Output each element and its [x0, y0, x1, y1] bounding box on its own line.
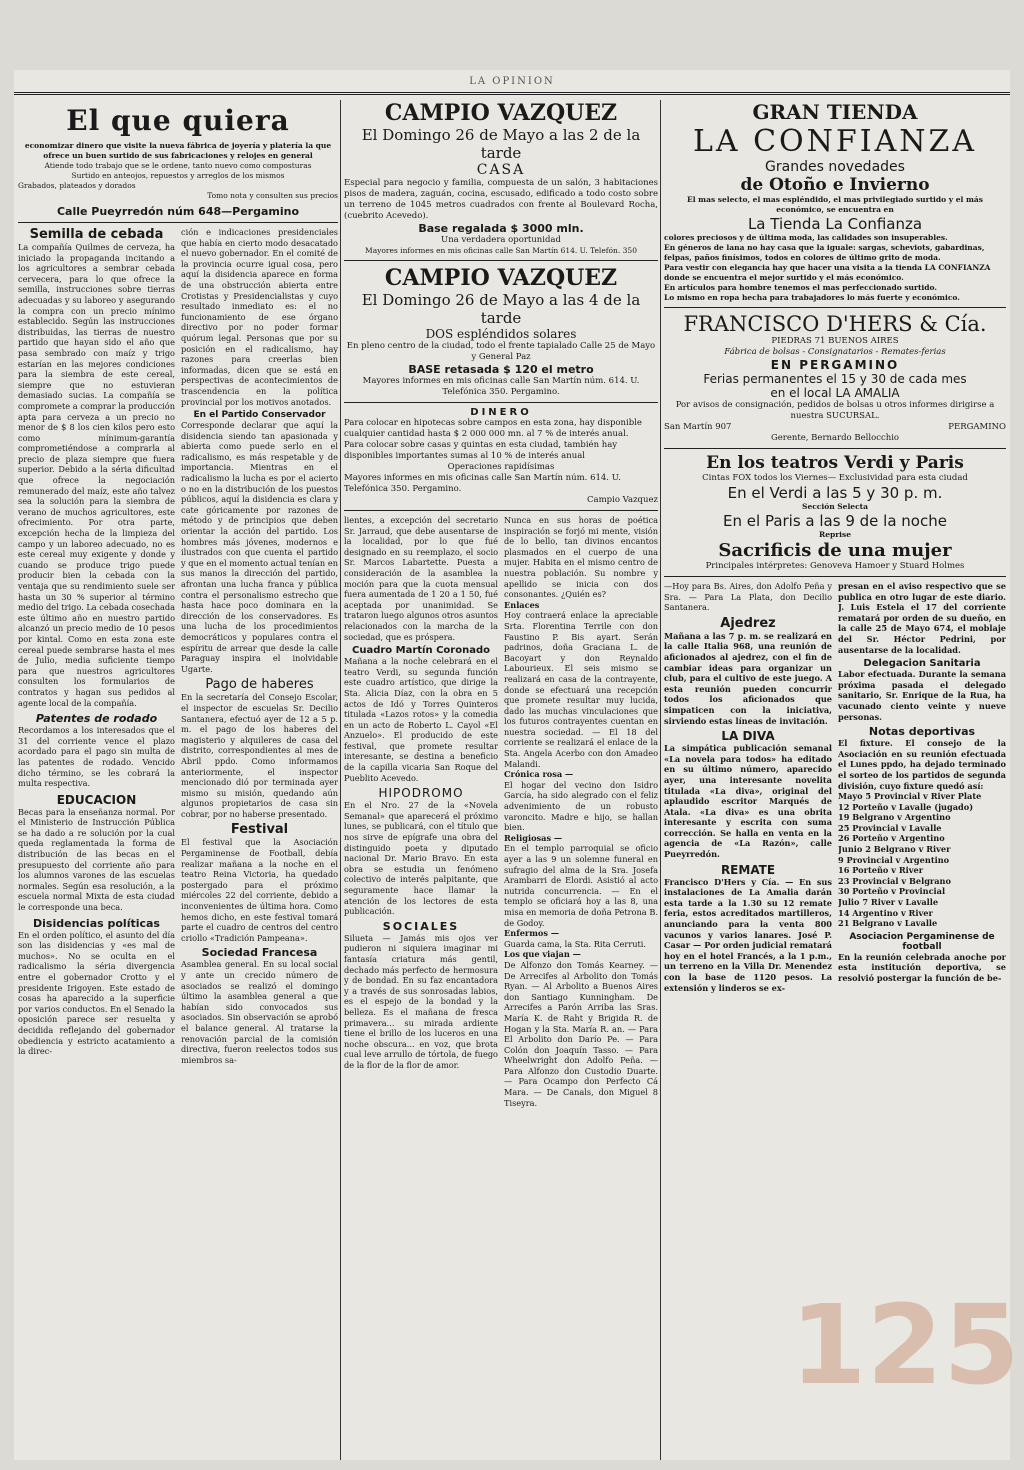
show-note: Reprise: [818, 530, 852, 539]
top-rule: [14, 92, 1010, 95]
newspaper-page: [14, 70, 1020, 1460]
fixture-item: 16 Porteño v River: [838, 865, 924, 876]
article-body: Recordamos a los interesados que el 31 del corriente vence el plazo acordado para el pago sin multa de las patentes de rodado. Vencido dicho término, se les cobrará la multa respectiva.: [18, 725, 175, 789]
divider: [344, 510, 658, 511]
article-body: Becas para la enseñanza normal. Por el Ministerio de Instrucción Pública se ha dado a re solución por la cual queda reglamentada la forma de distribución de las becas en el presupuesto del corriente año para los alumnos varones de las escuelas normales. Según esa resolución, a la escuela normal Mixta de esta ciudad le corresponde una beca.: [18, 806, 175, 913]
article-body: En el Nro. 27 de la «Novela Semanal» que aparecerá el próximo lunes, se publicará, con el título que nos sirve de epígrafe una obra del distinguido poeta y diputado nacional Dr. Mario Bravo. En esta obra se estudia un fenómeno colectivo de interés palpitante, que seguramente hace llamar la atención de los lectores de esta publicación.: [344, 800, 498, 917]
article-body: La simpática publicación semanal «La novela para todos» ha editado en su último número, aparecido ayer, una interesante novelita titulada «La diva», original del aplaudido escritor Marqués de Atala. «La diva» es una obrita interesante y escrita con suma corrección. Se halla en venta en la agencia de «La Razón», calle Pueyrredón.: [664, 743, 832, 860]
article-heading: Pago de haberes: [205, 677, 314, 693]
column-rule: [340, 100, 341, 1460]
article-body: Nunca en sus horas de poética inspiración se forjó mi mente, visión de lo bello, tan divinos encantos plasmados en el cuerpo de una mujer. Habita en el mismo centro de nuestra población. Su nombre y apellido se inicia con dos consonantes. ¿Quién es?: [504, 515, 658, 600]
article-body: ción e indicaciones presidenciales que había en cierto modo desacatado el nuevo gobernador. En el comité de la provincia ocurre igual cosa, pero aquí la disidencia aparece en forma de una obstrucción abierta entre Crotistas y Presidencialistas y cuyo resultado inmediato es: el no funcionamiento de ese órgano directivo por no poder formar quórum legal. Personas que por su posición en el radicalismo, hay razones para creerlas bien informadas, dicen que se está en perspectivas de acontecimientos de trascendencia en la política provincial por los motivos anotados.: [181, 227, 338, 407]
ad-line: en el local LA AMALIA: [770, 386, 900, 400]
ad-title: GRAN TIENDA: [752, 100, 918, 124]
ad-text: Especial para negocio y familia, compuesta de un salón, 3 habitaciones pisos de madera, zaguán, cocina, escusado, edificado a todo costo sobre un terreno de 1045 metros cuadrados con frente al Boulevard Rocha, (cuebrito Acevedo).: [344, 178, 658, 221]
column-2: [344, 100, 658, 1108]
article-heading: Patentes de rodado: [35, 712, 158, 726]
ad-text: El mas selecto, el mas espléndido, el mas privilegiado surtido y el más económico, se encuentra en: [687, 195, 983, 214]
archive-stamp: 125: [790, 1281, 1020, 1409]
article-body: Corresponde declarar que aquí la disidencia siendo tan apasionada y abierta como puede serlo en el radicalismo, es más respetable y de importancia. Mientras en el radicalismo la lucha es por el acierto o no en la distribución de los puestos públicos, aquí la disidencia es clara y cate góricamente por razones de método y de principios que deben orientar la acción del partido. Los hombres más jóvenes, modernos e ilustrados con que cuenta el partido y que en el momento actual tenían en sus manos la dirección del partido, afrontan una lucha franca y pública contra el personalismo estrecho que hasta hace poco dominara en la dirección de los conservadores. Es una lucha de los procedimientos democráticos y populares contra el espíritu de arrear que desde la calle Paraguay inspira el inolvidable Ugarte.: [181, 420, 338, 674]
divider: [18, 222, 338, 223]
article-heading: SOCIALES: [382, 919, 460, 933]
article-body: En el templo parroquial se oficio ayer a las 9 un solemne funeral en sufragio del alma de la Sra. Josefa Arambarri de Elordi. Asistió al acto nutrida concurrencia. — En el templo se oficiará hoy a las 8, una misa en memoria de doña Petrona B. de Godoy.: [504, 843, 658, 928]
article-heading: Crónica rosa —: [504, 769, 574, 780]
article-heading: Semilla de cebada: [29, 227, 164, 242]
ad-manager: Gerente, Bernardo Bellocchio: [770, 433, 900, 443]
ad-subject: DOS espléndidos solares: [425, 327, 577, 341]
ad-text: Para colocar sobre casas y quintas en esta ciudad, también hay disponibles importantes sumas al 10 % de interés anual: [344, 440, 618, 461]
auction-ad-house: [344, 100, 658, 256]
ad-contact: Mayores informes en mis oficinas calle San Martín 614. U. Telefón. 350: [365, 246, 637, 255]
divider: [344, 260, 658, 261]
ad-contact: Mayores informes en mis oficinas calle San Martín núm. 614. U. Telefónica 350. Pergamino.: [362, 376, 640, 397]
article-heading: Enfermos —: [504, 928, 560, 939]
ad-signature: Campio Vazquez: [587, 495, 658, 505]
ad-footer: [664, 422, 1006, 433]
ad-city: EN PERGAMINO: [770, 358, 900, 372]
subcolumn-left: [664, 581, 832, 993]
article-body: lientes, a excepción del secretario Sr. Jarraud, que debe ausentarse de la localidad, por lo que fué designado en su reemplazo, el socio Sr. Marcos Labartette. Puesta a consideración de la asamblea la moción para que la cuota mensual fuera aumentada de 1 20 a 1 50, fué aceptada por unanimidad. Se trataron luego algunos otros asuntos relacionados con la marcha de la sociedad, que es próspera.: [344, 515, 498, 642]
ad-title: En los teatros Verdi y Paris: [706, 453, 964, 473]
film-cast: Principales intérpretes: Genoveva Hamoer y Stuard Holmes: [705, 561, 965, 571]
article-heading: Asociacion Pergaminense de football: [849, 931, 995, 952]
article-heading: EDUCACION: [56, 792, 137, 807]
divider: [664, 576, 1006, 577]
fixture-item: 26 Porteño v Argentino: [838, 833, 945, 844]
article-body: Mañana a la noche celebrará en el teatro Verdi, su segunda función este cuadro artístico, que dirige la Sta. Alicia Díaz, con la obra en 5 actos de Idó y Torres Quinteros titulada «Lazos rotos» y la comedia en un acto de Roberto L. Cayol «El Anzuelo». El producido de este festival, que promete resultar interesante, se destina a beneficio de la capilla vicaria San Roque del Pueblito Acevedo.: [344, 656, 498, 783]
ad-title: CAMPIO VAZQUEZ: [384, 265, 618, 291]
article-body: presan en el aviso respectivo que se publica en otro lugar de este diario. J. Luis Estela el 17 del corriente rematará por orden de su dueño, en la calle 25 de Mayo 674, el moblaje del Sr. Héctor Pedrini, por ausentarse de la localidad.: [838, 581, 1006, 655]
article-heading: HIPODROMO: [378, 786, 464, 801]
fixture-item: Julio 7 River v Lavalle: [838, 897, 939, 908]
article-body: Asamblea general. En su local social y ante un crecido número de asociados se realizó el domingo último la asamblea general a que habían sido convocados sus asociados. Sin observación se aprobó el balance general. Al tratarse la renovación parcial de la comisión directiva, fueron reelectos todos sus miembros sa-: [181, 959, 338, 1065]
subcolumn-right: [181, 227, 338, 1065]
masthead: LA OPINION: [469, 76, 555, 87]
ad-line: Ferias permanentes el 15 y 30 de cada mes: [703, 372, 967, 386]
fixture-item: 23 Provincial v Belgrano: [838, 875, 951, 886]
ad-text: Mayores informes en mis oficinas calle San Martín núm. 614. U. Telefónica 350. Pergamino.: [344, 473, 621, 494]
column-3: [664, 100, 1006, 993]
show-time: En el Verdi a las 5 y 30 p. m.: [727, 484, 943, 502]
article-body: En la secretaría del Consejo Escolar, el inspector de escuelas Sr. Decilio Santanera, efectuó ayer de 12 a 5 p. m. el pago de los haberes del magisterio y alquileres de casa del distrito, correspondientes al mes de Abril ppdo. Como informamos anteriormente, el inspector mencionado dió por terminada ayer mismo su misión, quedando aún algunos propietarios de casa sin cobrar, por no haberse presentado.: [181, 692, 338, 819]
article-body: Hoy contraerá enlace la apreciable Srta. Florentina Terrile con don Faustino P. Bis ayart. Serán padrinos, doña Graciana L. de Bacoyart y don Reynaldo Labourieux. El seis mismo se realizará en casa de la contrayente, donde se efectuará una recepción que promete resultar muy lucida, dado las muchas vinculaciones que los futuros contrayentes cuentan en nuestra sociedad. — El 18 del corriente se realizará el enlace de la Sta. Angela Acerbo con don Amadeo Malandi.: [504, 610, 658, 769]
article-body: El festival que la Asociación Pergaminense de Football, debía realizar mañana a la noche en el teatro Reina Victoria, ha quedado postergado para el próximo miércoles 22 del corriente, debido a inconvenientes de última hora. Como hemos dicho, en este festival tomará parte el cuadro de centros del centro criollo «Tradición Pampeana».: [181, 837, 338, 943]
column-rule: [660, 100, 661, 1460]
ad-line: Grabados, plateados y dorados: [18, 181, 136, 190]
article-body: —Hoy para Bs. Aires, don Adolfo Peña y Sra. — Para La Plata, don Decilio Santanera.: [664, 581, 832, 613]
article-heading: Notas deportivas: [868, 725, 976, 739]
show-time: En el Paris a las 9 de la noche: [723, 512, 947, 530]
ad-line: Fábrica de bolsas - Consignatarios - Remates-ferias: [724, 347, 946, 357]
ad-line: Surtido en anteojos, repuestos y arreglos de los mismos: [71, 171, 285, 180]
subcolumn-left: [344, 515, 498, 1108]
ad-text: Para colocar en hipotecas sobre campos en esta zona, hay disponible cualquier cantidad hasta $ 2 000 000 mn. al 7 % de interés anual.: [344, 418, 642, 439]
ad-text: Lo mismo en ropa hecha para trabajadores lo más fuerte y económico.: [664, 293, 960, 302]
article-body: Guarda cama, la Sta. Rita Cerruti.: [504, 938, 647, 949]
ad-base: BASE retasada $ 120 el metro: [408, 363, 594, 376]
ad-title: FRANCISCO D'HERS & Cía.: [683, 312, 987, 336]
jewelry-ad: [18, 104, 338, 218]
ad-text: Para vestir con elegancia hay que hacer una visita a la tienda LA CONFIANZA donde se encuentra el mejor surtido y el más económico.: [664, 263, 991, 282]
subcolumn-left: [18, 227, 175, 1065]
ad-subtitle: de Otoño e Invierno: [740, 175, 930, 195]
ad-line: economizar dinero que visite la nueva fábrica de joyería y platería la que ofrece un buen surtido de sus fabricaciones y relojes en general: [24, 141, 332, 160]
ad-note: Una verdadera oportunidad: [441, 235, 561, 245]
article-body: Francisco D'Hers y Cía. — En sus instalaciones de La Amalia darán esta tarde a la 1.30 su 12 remate feria, estos acreditados martilleros, anunciando para la venta 800 vacunos y varios lanares. José P. Casar — Por orden judicial rematará hoy en el hotel Francés, a la 1 p.m., un terreno en la Villa Dr. Menendez con la base de 1120 pesos. La extensión y linderos se ex-: [664, 876, 832, 993]
ad-text: colores preciosos y de última moda, las calidades son insuperables.: [664, 233, 948, 242]
ad-text: En pleno centro de la ciudad, todo el frente tapialado Calle 25 de Mayo y General Paz: [346, 341, 656, 362]
ad-title: DINERO: [470, 407, 532, 418]
store-name-secondary: La Tienda La Confianza: [747, 215, 923, 233]
ad-line: Atiende todo trabajo que se le ordene, tanto nuevo como composturas: [44, 161, 312, 170]
ad-subtitle: Grandes novedades: [765, 159, 905, 175]
dhers-ad: [664, 312, 1006, 444]
ad-title: El que quiera: [66, 104, 290, 137]
ad-subject: CASA: [476, 162, 526, 178]
fixture-item: 25 Provincial v Lavalle: [838, 822, 942, 833]
divider: [664, 307, 1006, 308]
ad-text: Operaciones rapidísimas: [447, 462, 555, 472]
article-heading: LA DIVA: [721, 729, 775, 744]
column-1: [18, 100, 338, 1065]
fixture-item: 9 Provincial v Argentino: [838, 854, 950, 865]
fixture-item: 12 Porteño v Lavalle (jugado): [838, 801, 974, 812]
ad-line: Tomo nota y consulten sus precios: [207, 191, 338, 200]
article-heading: Los que viajan —: [504, 949, 581, 960]
divider: [664, 448, 1006, 449]
ad-base: Base regalada $ 3000 mln.: [418, 222, 584, 235]
article-heading: Festival: [230, 822, 289, 838]
ad-address: Calle Pueyrredón núm 648—Pergamino: [56, 205, 300, 218]
fixture-item: 19 Belgrano v Argentino: [838, 812, 951, 823]
ad-address: San Martín 907: [664, 422, 732, 432]
ad-text: En géneros de lana no hay casa que la iguale: sargas, scheviots, gabardinas, felpas, paños finísimos, todos en colores de último grito de moda.: [664, 243, 985, 262]
article-heading: Ajedrez: [720, 615, 776, 631]
article-heading: Cuadro Martín Coronado: [352, 645, 490, 657]
theatre-ad: [664, 453, 1006, 572]
article-heading: Delegacion Sanitaria: [863, 658, 981, 670]
article-heading: Enlaces: [504, 599, 540, 610]
ad-text: Por avisos de consignación, pedidos de bolsas u otros informes dirigirse a nuestra SUCURSAL.: [675, 400, 995, 421]
subcolumn-right: [504, 515, 658, 1108]
article-body: En la reunión celebrada anoche por esta institución deportiva, se resolvió postergar la función de be-: [838, 951, 1006, 983]
article-body: Labor efectuada. Durante la semana próxima pasada el delegado sanitario, Sr. Enrique de la Rua, ha vacunado ciento veinte y nueve personas.: [838, 669, 1006, 722]
article-body: En el orden político, el asunto del día son las disidencias y «es mal de muchos». No se oculta en el radicalismo la séria divergencia entre el gobernador Crotto y el presidente Irigoyen. Este estado de cosas ha aparecido a la superficie por varios conductos. En el Senado la oposición parece ser resuelta y decidida reflejando del gobernador obediencia y estricto acatamiento a la direc-: [18, 929, 175, 1057]
ad-date: El Domingo 26 de Mayo a las 2 de la tarde: [361, 126, 641, 162]
ad-address: PIEDRAS 71 BUENOS AIRES: [771, 336, 899, 346]
money-ad: [344, 407, 658, 506]
auction-ad-lots: [344, 265, 658, 398]
subcolumn-right: [838, 581, 1006, 993]
ad-city: PERGAMINO: [948, 422, 1006, 432]
store-name: LA CONFIANZA: [692, 124, 977, 159]
article-body: El hogar del vecino don Isidro García, ha sido alegrado con el feliz advenimiento de un robusto varoncito. Madre e hijo, se hallan bien.: [504, 779, 658, 833]
fixture-list: [838, 791, 1006, 929]
article-body: Mañana a las 7 p. m. se realizará en la calle Italia 968, una reunión de aficionados al ajedrez, con el fin de cambiar ideas para organizar un club, para el cultivo de este juego. A esta reunión pueden concurrir todos los aficionados que simpaticen con la iniciativa, sirviendo estas líneas de invitación.: [664, 630, 832, 726]
film-title: Sacrificis de una mujer: [718, 540, 952, 561]
article-body: La compañía Quilmes de cerveza, ha iniciado la propaganda incitando a los agricultores a sembrar cebada cervecera, para lo que ofrece la semilla, instrucciones sobre tierras adecuadas y su laboreo y asegurando la compra con un precio mínimo establecido. Según las instrucciones distribuidas, las tierras de nuestro partido que hayan sido el año que pasa sembrado con maíz y trigo estarían en las mejores condiciones para la siembra de este cereal, siempre que no estuvieran demasiado sucias. La compañía se compromete a comprar la producción apta para cerveza a un precio no menor de $ 8 los cien kilos pero esto como mínimum-garantía comprometiéndose a comprarla al precio de plaza siempre que fuera superior. Debido a la séria dificultad que ofrece la negociación remunerado del maíz, este año talvez sea la solución para la siembra de verano de muchos agricultores, este ofrecimiento. Por otra parte, excepción hecha de la limpieza del campo y un laboreo adecuado, no es este cereal muy exigente y donde y cuando se produce trigo puede producir bien la cebada con la ventaja que su rendimiento suele ser hasta un 30 % superior al término medio del trigo. La cebada cosechada este último año en nuestro partido alcanzó un precio medio de 10 pesos por kintal. Como en esta zona este cereal puede sembrarse hasta el mes de Julio, media suficiente tiempo para que nuestros agricultores consulten los formularios de contratos y hagan sus pedidos al agente local de la compañía.: [18, 242, 175, 708]
fixture-item: Mayo 5 Provincial v River Plate: [838, 791, 982, 802]
fixture-item: 30 Porteño v Provincial: [838, 886, 946, 897]
article-body: El fixture. El consejo de la Asociación en su reunión efectuada el Lunes ppdo, ha dejado terminado el sorteo de los partidos de segunda división, cuyo fixture quedó así:: [838, 738, 1006, 791]
ad-title: CAMPIO VAZQUEZ: [384, 100, 618, 126]
fixture-item: 14 Argentino v River: [838, 907, 933, 918]
article-heading: Sociedad Francesa: [201, 946, 318, 960]
ad-subtitle: Cintas FOX todos los Viernes— Exclusividad para esta ciudad: [702, 473, 968, 483]
ad-date: El Domingo 26 de Mayo a las 4 de la tarde: [361, 291, 641, 327]
fixture-item: 21 Belgrano v Lavalle: [838, 918, 938, 929]
ad-text: En artículos para hombre tenemos el mas perfeccionado surtido.: [664, 283, 937, 292]
divider: [344, 402, 658, 403]
article-heading: Religiosas —: [504, 832, 563, 843]
article-body: Silueta — Jamás mis ojos ver pudieron ni siquiera imaginar mi fantasía criatura más gentil, dechado más perfecto de hermosura y de bondad. En su faz encantadora y a través de sus sonrosadas labios, es el espejo de la bondad y la belleza. Es el mañana de fresca primavera... su mirada ardiente tiene el brillo de los luceros en una noche obscura... en voz, que brota cual leve arrullo de tórtola, de fuego de la flor de la flor de amor.: [344, 932, 498, 1070]
fixture-item: Junio 2 Belgrano v River: [838, 844, 951, 855]
article-heading: Disidencias políticas: [33, 916, 160, 930]
article-heading: En el Partido Conservador: [193, 410, 326, 421]
show-note: Sección Selecta: [802, 502, 868, 511]
store-ad: [664, 100, 1006, 303]
article-heading: REMATE: [720, 862, 776, 877]
article-body: De Alfonzo don Tomás Kearney. — De Arrecifes al Arbolito don Tomás Ryan. — Al Arbolito a Buenos Aires don Santiago Kunningham. De Arrecifes a Parón Arriba las Sras. María K. de Raht y Brigida R. de Hogan y la Sta. María R. an. — Para El Arbolito don Darío Pe. — Para Colón don Joaquín Tasso. — Para Wheelwright don Adolfo Peña. — Para Alfonzo don Custodio Duarte. — Para Ocampo don Perfecto Cá Mara. — De Canals, don Miguel 8 Tiseyra.: [504, 959, 658, 1108]
